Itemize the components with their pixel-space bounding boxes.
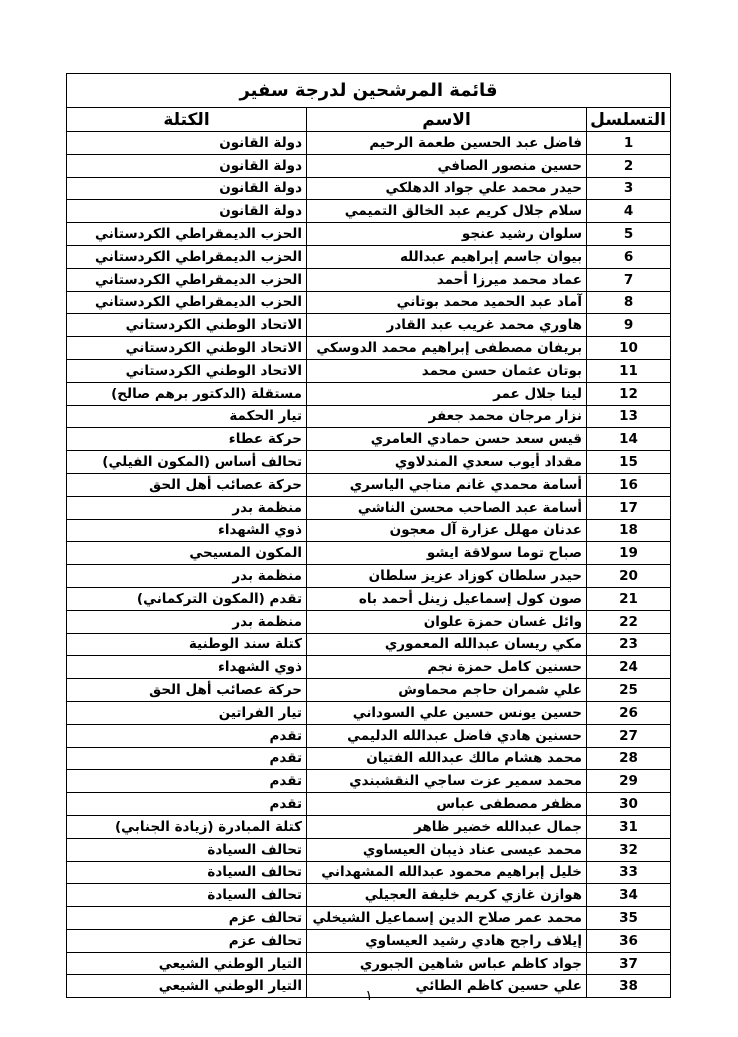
name-cell: حسنين هادي فاضل عبدالله الدليمي [307,724,587,747]
name-cell: محمد عمر صلاح الدين إسماعيل الشيخلي [307,907,587,930]
bloc-cell: دولة القانون [67,154,307,177]
name-cell: آماد عبد الحميد محمد بوتاني [307,291,587,314]
table-row [67,268,671,291]
sequence-cell: 22 [587,610,671,633]
page-number: ١ [365,988,373,1004]
name-cell: بيوان جاسم إبراهيم عبدالله [307,245,587,268]
bloc-cell: الاتحاد الوطني الكردستاني [67,359,307,382]
table-row [67,154,671,177]
name-cell: حيدر سلطان كوزاد عزيز سلطان [307,565,587,588]
sequence-cell: 2 [587,154,671,177]
sequence-cell: 7 [587,268,671,291]
bloc-cell: الحزب الديمقراطي الكردستاني [67,291,307,314]
name-cell: بريفان مصطفى إبراهيم محمد الدوسكي [307,337,587,360]
sequence-cell: 37 [587,952,671,975]
name-cell: بوتان عثمان حسن محمد [307,359,587,382]
sequence-cell: 24 [587,656,671,679]
table-row [67,473,671,496]
bloc-cell: الاتحاد الوطني الكردستاني [67,337,307,360]
table-row [67,656,671,679]
table-row [67,359,671,382]
candidates-table [66,73,671,998]
name-cell: هاوري محمد غريب عبد القادر [307,314,587,337]
table-title-row [67,74,671,108]
bloc-cell: تحالف السيادة [67,884,307,907]
table-row [67,382,671,405]
sequence-cell: 4 [587,200,671,223]
table-row [67,770,671,793]
bloc-cell: تيار الفراتين [67,701,307,724]
name-cell: محمد سمير عزت ساجي النقشبندي [307,770,587,793]
bloc-cell: تحالف السيادة [67,861,307,884]
name-cell: جمال عبدالله خضير ظاهر [307,815,587,838]
sequence-cell: 32 [587,838,671,861]
bloc-cell: منظمة بدر [67,610,307,633]
table-row [67,223,671,246]
table-body [67,132,671,998]
table-row [67,907,671,930]
name-cell: حسين منصور الصافي [307,154,587,177]
sequence-cell: 26 [587,701,671,724]
bloc-cell: حركة عصائب أهل الحق [67,473,307,496]
name-cell: فاضل عبد الحسين طعمة الرحيم [307,132,587,155]
sequence-cell: 16 [587,473,671,496]
table-row [67,701,671,724]
table-row [67,679,671,702]
bloc-cell: حركة عصائب أهل الحق [67,679,307,702]
sequence-cell: 38 [587,975,671,998]
name-cell: جواد كاظم عباس شاهين الجبوري [307,952,587,975]
bloc-cell: المكون المسيحي [67,542,307,565]
table-row [67,587,671,610]
sequence-cell: 34 [587,884,671,907]
header-name: الاسم [307,108,587,132]
sequence-cell: 10 [587,337,671,360]
table-row [67,519,671,542]
table-row [67,747,671,770]
table-row [67,428,671,451]
sequence-cell: 8 [587,291,671,314]
bloc-cell: دولة القانون [67,177,307,200]
sequence-cell: 31 [587,815,671,838]
table-row [67,132,671,155]
table-row [67,542,671,565]
bloc-cell: تحالف عزم [67,929,307,952]
table-row [67,496,671,519]
bloc-cell: دولة القانون [67,132,307,155]
sequence-cell: 17 [587,496,671,519]
sequence-cell: 11 [587,359,671,382]
bloc-cell: الاتحاد الوطني الكردستاني [67,314,307,337]
table-row [67,610,671,633]
sequence-cell: 12 [587,382,671,405]
name-cell: عدنان مهلل عزارة آل معجون [307,519,587,542]
name-cell: حسين يونس حسين علي السوداني [307,701,587,724]
sequence-cell: 3 [587,177,671,200]
name-cell: محمد هشام مالك عبدالله الفتيان [307,747,587,770]
table-row [67,633,671,656]
sequence-cell: 14 [587,428,671,451]
bloc-cell: ذوي الشهداء [67,656,307,679]
sequence-cell: 29 [587,770,671,793]
name-cell: سلام جلال كريم عبد الخالق التميمي [307,200,587,223]
bloc-cell: كتلة سند الوطنية [67,633,307,656]
bloc-cell: تقدم [67,770,307,793]
sequence-cell: 30 [587,793,671,816]
sequence-cell: 27 [587,724,671,747]
table-row [67,200,671,223]
header-bloc: الكتلة [67,108,307,132]
table-row [67,724,671,747]
name-cell: مكي ريسان عبدالله المعموري [307,633,587,656]
name-cell: نزار مرجان محمد جعفر [307,405,587,428]
name-cell: أسامة عبد الصاحب محسن الناشي [307,496,587,519]
name-cell: حسنين كامل حمزة نجم [307,656,587,679]
bloc-cell: تقدم [67,724,307,747]
table-row [67,815,671,838]
sequence-cell: 13 [587,405,671,428]
table-row [67,291,671,314]
bloc-cell: حركة عطاء [67,428,307,451]
table-row [67,952,671,975]
bloc-cell: تقدم (المكون التركماني) [67,587,307,610]
sequence-cell: 33 [587,861,671,884]
sequence-cell: 9 [587,314,671,337]
table-row [67,861,671,884]
sequence-cell: 5 [587,223,671,246]
bloc-cell: التيار الوطني الشيعي [67,952,307,975]
sequence-cell: 18 [587,519,671,542]
header-sequence: التسلسل [587,108,671,132]
sequence-cell: 21 [587,587,671,610]
name-cell: صباح توما سولاقة ايشو [307,542,587,565]
bloc-cell: تقدم [67,747,307,770]
bloc-cell: الحزب الديمقراطي الكردستاني [67,245,307,268]
table-row [67,245,671,268]
name-cell: قيس سعد حسن حمادي العامري [307,428,587,451]
sequence-cell: 23 [587,633,671,656]
table-row [67,451,671,474]
bloc-cell: منظمة بدر [67,565,307,588]
table-row [67,793,671,816]
table-row [67,314,671,337]
table-row [67,838,671,861]
sequence-cell: 1 [587,132,671,155]
name-cell: علي شمران حاجم محماوش [307,679,587,702]
name-cell: صون كول إسماعيل زينل أحمد باه [307,587,587,610]
name-cell: مقداد أيوب سعدي المندلاوي [307,451,587,474]
name-cell: محمد عيسى عناد ذيبان العيساوي [307,838,587,861]
sequence-cell: 20 [587,565,671,588]
name-cell: هوازن غازي كريم خليفة العجيلي [307,884,587,907]
sequence-cell: 25 [587,679,671,702]
table-row [67,405,671,428]
name-cell: علي حسين كاظم الطائي [307,975,587,998]
table-row [67,337,671,360]
table-row [67,565,671,588]
bloc-cell: تحالف أساس (المكون الفيلي) [67,451,307,474]
name-cell: عماد محمد ميرزا أحمد [307,268,587,291]
name-cell: حيدر محمد علي جواد الدهلكي [307,177,587,200]
bloc-cell: كتلة المبادرة (زيادة الجنابي) [67,815,307,838]
table-title: قائمة المرشحين لدرجة سفير [67,74,671,108]
sequence-cell: 35 [587,907,671,930]
name-cell: لينا جلال عمر [307,382,587,405]
bloc-cell: منظمة بدر [67,496,307,519]
table-row [67,929,671,952]
name-cell: سلوان رشيد عنجو [307,223,587,246]
table-row [67,177,671,200]
sequence-cell: 36 [587,929,671,952]
name-cell: أسامة محمدي غانم مناجي الياسري [307,473,587,496]
table-header-row [67,108,671,132]
name-cell: خليل إبراهيم محمود عبدالله المشهداني [307,861,587,884]
bloc-cell: ذوي الشهداء [67,519,307,542]
table-row [67,884,671,907]
sequence-cell: 28 [587,747,671,770]
bloc-cell: تقدم [67,793,307,816]
bloc-cell: تحالف السيادة [67,838,307,861]
bloc-cell: الحزب الديمقراطي الكردستاني [67,268,307,291]
bloc-cell: الحزب الديمقراطي الكردستاني [67,223,307,246]
name-cell: مظفر مصطفى عباس [307,793,587,816]
name-cell: وائل غسان حمزة علوان [307,610,587,633]
bloc-cell: دولة القانون [67,200,307,223]
bloc-cell: تحالف عزم [67,907,307,930]
sequence-cell: 6 [587,245,671,268]
sequence-cell: 15 [587,451,671,474]
bloc-cell: التيار الوطني الشيعي [67,975,307,998]
bloc-cell: مستقلة (الدكتور برهم صالح) [67,382,307,405]
bloc-cell: تيار الحكمة [67,405,307,428]
name-cell: إيلاف راجح هادي رشيد العيساوي [307,929,587,952]
sequence-cell: 19 [587,542,671,565]
